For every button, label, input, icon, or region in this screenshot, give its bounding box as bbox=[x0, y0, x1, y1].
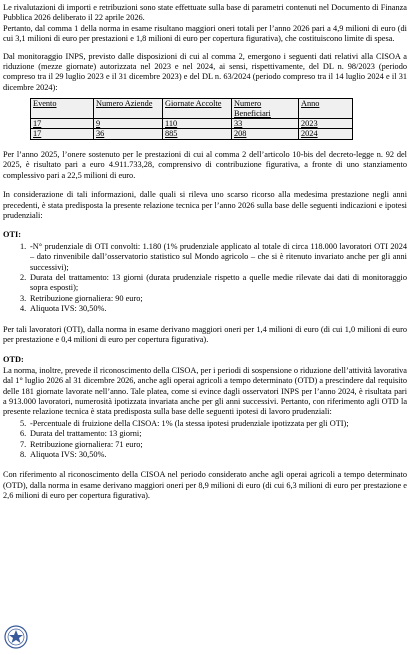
oti-heading: OTI: bbox=[3, 230, 21, 240]
paragraph-monitoraggio-inps: Dal monitoraggio INPS, previsto dalle disposizioni di cui al comma 2, emergono i seguenti dati relativi alla CISOA a riduzione (mezze giornate) autorizzata nel 2023 e nel 2024, ai sensi, rispettivamente, del DL n. 98/2023 (periodo compreso tra il 29 luglio 2023 e il 31 dicembre 2023) e del DL n. 63/2024 (periodo compreso tra il 14 luglio 2024 e il 31 dicembre 2024): bbox=[3, 51, 407, 92]
document-page bbox=[3, 3, 407, 502]
list-number: 1. bbox=[20, 241, 27, 251]
paragraph-oneri-comma-1: Pertanto, dal comma 1 della norma in esame risultano maggiori oneri totali per l’anno 2026 pari a 4,9 milioni di euro (di cui 3,1 milioni di euro per prestazioni e 1,8 milioni di euro per copertura figurativa), che costituiscono limite di spesa. bbox=[3, 23, 407, 44]
list-item-text: Durata del trattamento: 13 giorni (durata prudenziale rispetto a quelle medie rilevate dai dati di monitoraggio sopra esposti); bbox=[30, 272, 407, 293]
table-header-cell: Anno bbox=[299, 99, 353, 119]
table-cell: 2023 bbox=[299, 119, 353, 129]
list-item-text: Aliquota IVS: 30,50%. bbox=[30, 304, 107, 314]
paragraph-oneri-otd: Con riferimento al riconoscimento della CISOA nel periodo considerato anche agli operai agricoli a tempo determinato (OTD), dalla norma in esame derivano maggiori oneri per 8,9 milioni di euro (di cui 6,3 milioni di euro per prestazione e 2,6 milioni di euro per copertura figurativa). bbox=[3, 470, 407, 501]
list-item bbox=[3, 450, 407, 460]
list-item-text: Retribuzione giornaliera: 71 euro; bbox=[30, 439, 143, 449]
list-item-text: Retribuzione giornaliera: 90 euro; bbox=[30, 293, 143, 303]
paragraph-onere-2025: Per l’anno 2025, l’onere sostenuto per le prestazioni di cui al comma 2 dell’articolo 10-bis del decreto-legge n. 92 del 2025, è risultato pari a euro 4.911.733,28, comprensivo di contribuzione figurativa, a fronte di uno stanziamento complessivo pari a 22,5 milioni di euro. bbox=[3, 149, 407, 180]
otd-list bbox=[3, 419, 407, 461]
list-item bbox=[3, 242, 407, 273]
paragraph-oneri-oti: Per tali lavoratori (OTI), dalla norma in esame derivano maggiori oneri per 1,4 milioni di euro (di cui 1,0 milioni di euro per prestazione e 0,4 milioni di euro per copertura figurativa). bbox=[3, 324, 407, 344]
table-header-cell: Numero Beneficiari bbox=[232, 99, 299, 119]
table-cell: 110 bbox=[163, 119, 232, 129]
cisoa-table bbox=[30, 98, 353, 140]
list-item bbox=[3, 294, 407, 304]
table-cell: 208 bbox=[232, 129, 299, 139]
table-header-cell: Evento bbox=[31, 99, 94, 119]
list-item bbox=[3, 429, 407, 439]
emblem-logo bbox=[4, 624, 28, 650]
list-item-text: -Percentuale di fruizione della CISOA: 1% (la stessa ipotesi prudenziale ipotizzata per gli OTI); bbox=[30, 418, 349, 428]
table-header-cell: Numero Aziende bbox=[94, 99, 163, 119]
table-row bbox=[31, 129, 353, 139]
table-cell: 885 bbox=[163, 129, 232, 139]
list-number: 2. bbox=[20, 272, 27, 282]
oti-list bbox=[3, 242, 407, 315]
list-item bbox=[3, 304, 407, 314]
table-cell: 2024 bbox=[299, 129, 353, 139]
table-cell: 17 bbox=[31, 119, 94, 129]
list-number: 8. bbox=[20, 450, 27, 460]
list-item-text: Aliquota IVS: 30,50%. bbox=[30, 450, 107, 460]
paragraph-norma-otd: La norma, inoltre, prevede il riconoscimento della CISOA, per i periodi di sospensione o riduzione dell’attività lavorativa dal 1° luglio 2026 al 31 dicembre 2026, anche agli operai agricoli a tempo determinato (OTD) a prescindere dal requisito delle 181 giornate lavorate nell’anno. Tale platea, come si evince dagli osservatori INPS per l’anno 2024, è risultata pari a 913.000 lavoratori, numerosità ipotizzata invariata anche per gli anni successivi. Pertanto, con riferimento agli OTD la presente relazione tecnica è stata predisposta sulla base delle seguenti ipotesi di lavoro prudenziali: bbox=[3, 365, 407, 417]
list-item bbox=[3, 440, 407, 450]
table-header-row bbox=[31, 99, 353, 119]
list-item bbox=[3, 273, 407, 294]
list-number: 6. bbox=[20, 429, 27, 439]
list-number: 5. bbox=[20, 418, 27, 428]
otd-heading: OTD: bbox=[3, 355, 24, 365]
table-cell: 17 bbox=[31, 129, 94, 139]
paragraph-considerazione: In considerazione di tali informazioni, dalle quali si rileva uno scarso ricorso alla medesima prestazione negli anni precedenti, è stata predisposta la presente relazione tecnica per l’anno 2026 sulla base delle seguenti indicazioni e ipotesi prudenziali: bbox=[3, 190, 407, 220]
table-cell: 9 bbox=[94, 119, 163, 129]
list-item-text: -N° prudenziale di OTI convolti: 1.180 (1% prudenziale applicato al totale di circa 118.000 lavoratori OTI 2024 – dato rinvenibile dall’osservatorio statistico sul Mondo agricolo – che si è ritenuto invariato anche per gli anni successivi); bbox=[30, 241, 407, 272]
table-row bbox=[31, 119, 353, 129]
list-number: 7. bbox=[20, 439, 27, 449]
paragraph-rivalutazioni: Le rivalutazioni di importi e retribuzioni sono state effettuate sulla base di parametri contenuti nel Documento di Finanza Pubblica 2026 deliberato il 22 aprile 2026. bbox=[3, 3, 407, 23]
table-header-cell: Giornate Accolte bbox=[163, 99, 232, 119]
list-item-text: Durata del trattamento: 13 giorni; bbox=[30, 429, 142, 439]
table-cell: 36 bbox=[94, 129, 163, 139]
list-item bbox=[3, 419, 407, 429]
list-number: 4. bbox=[20, 304, 27, 314]
list-number: 3. bbox=[20, 293, 27, 303]
table-cell: 33 bbox=[232, 119, 299, 129]
